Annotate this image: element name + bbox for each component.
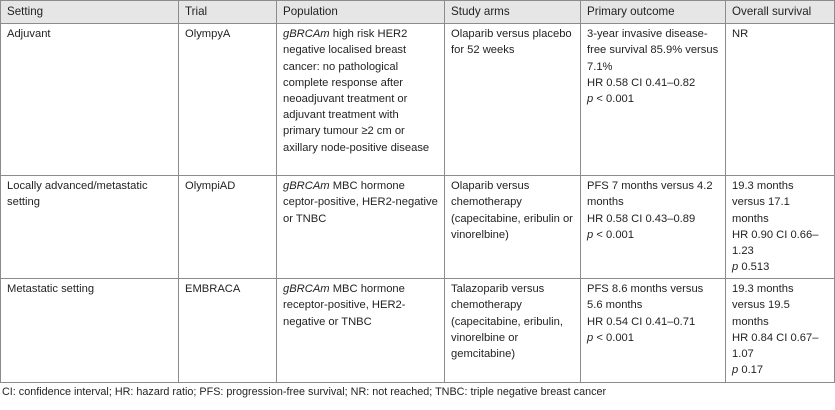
outcome-p-value xyxy=(587,91,719,107)
table-body xyxy=(1,24,835,383)
p-symbol: p xyxy=(587,331,594,344)
p-value: 0.513 xyxy=(738,261,770,274)
header-row xyxy=(1,1,835,24)
table-footnote: CI: confidence interval; HR: hazard ratio; PFS: progression-free survival; NR: not reached; TNBC: triple negative breast cancer xyxy=(2,386,607,399)
outcome-main: 3-year invasive disease-free survival 85.9% versus 7.1% xyxy=(587,28,719,73)
cell-primary-outcome xyxy=(581,24,726,176)
header-overall-survival: Overall survival xyxy=(726,1,835,24)
header-setting: Setting xyxy=(1,1,179,24)
outcome-hazard-ratio: HR 0.58 CI 0.41–0.82 xyxy=(587,76,696,89)
gene-mutation-label: gBRCAm xyxy=(283,180,330,193)
cell-primary-outcome xyxy=(581,176,726,279)
outcome-main: PFS 7 months versus 4.2 months xyxy=(587,180,713,209)
table-row xyxy=(1,279,835,383)
p-symbol: p xyxy=(732,261,739,274)
cell-population xyxy=(277,24,445,176)
cell-overall-survival xyxy=(726,24,835,176)
cell-population xyxy=(277,279,445,383)
p-symbol: p xyxy=(732,364,739,377)
population-text: MBC hormone ceptor-positive, HER2-negative or TNBC xyxy=(283,180,438,225)
os-main: NR xyxy=(732,28,749,41)
table-row xyxy=(1,176,835,279)
p-symbol: p xyxy=(587,93,594,106)
outcome-p-value xyxy=(587,227,719,243)
cell-overall-survival xyxy=(726,176,835,279)
os-hazard-ratio: HR 0.84 CI 0.67–1.07 xyxy=(732,331,819,361)
p-value: < 0.001 xyxy=(593,93,634,106)
os-p-value xyxy=(732,362,828,378)
table-row xyxy=(1,24,835,176)
header-population: Population xyxy=(277,1,445,24)
outcome-p-value xyxy=(587,330,719,346)
cell-trial: EMBRACA xyxy=(179,279,277,383)
cell-study-arms: Olaparib versus chemotherapy (capecitabine, eribulin or vinorelbine) xyxy=(445,176,581,279)
cell-trial: OlympiAD xyxy=(179,176,277,279)
cell-setting: Locally advanced/metastatic setting xyxy=(1,176,179,279)
os-p-value xyxy=(732,259,828,275)
header-primary-outcome: Primary outcome xyxy=(581,1,726,24)
os-hazard-ratio: HR 0.90 CI 0.66–1.23 xyxy=(732,228,819,258)
table-header xyxy=(1,1,835,24)
cell-setting: Metastatic setting xyxy=(1,279,179,383)
gene-mutation-label: gBRCAm xyxy=(283,283,330,296)
cell-population xyxy=(277,176,445,279)
header-study-arms: Study arms xyxy=(445,1,581,24)
header-trial: Trial xyxy=(179,1,277,24)
population-text: MBC hormone receptor-positive, HER2-negative or TNBC xyxy=(283,283,406,328)
cell-overall-survival xyxy=(726,279,835,383)
cell-primary-outcome xyxy=(581,279,726,383)
p-symbol: p xyxy=(587,228,594,241)
p-value: < 0.001 xyxy=(593,331,634,344)
outcome-main: PFS 8.6 months versus 5.6 months xyxy=(587,283,704,312)
outcome-hazard-ratio: HR 0.58 CI 0.43–0.89 xyxy=(587,212,696,225)
population-text: high risk HER2 negative localised breast cancer: no pathological complete response after neoadjuvant treatment or adjuvant treatment with primary tumour ≥2 cm or axillary node-positive disease xyxy=(283,28,430,154)
cell-trial: OlympyA xyxy=(179,24,277,176)
cell-study-arms: Olaparib versus placebo for 52 weeks xyxy=(445,24,581,176)
p-value: < 0.001 xyxy=(593,228,634,241)
os-main: 19.3 months versus 17.1 months xyxy=(732,180,794,225)
gene-mutation-label: gBRCAm xyxy=(283,28,330,41)
outcome-hazard-ratio: HR 0.54 CI 0.41–0.71 xyxy=(587,315,696,328)
cell-study-arms: Talazoparib versus chemotherapy (capecitabine, eribulin, vinorelbine or gemcitabine) xyxy=(445,279,581,383)
os-main: 19.3 months versus 19.5 months xyxy=(732,283,794,328)
cell-setting: Adjuvant xyxy=(1,24,179,176)
p-value: 0.17 xyxy=(738,364,764,377)
